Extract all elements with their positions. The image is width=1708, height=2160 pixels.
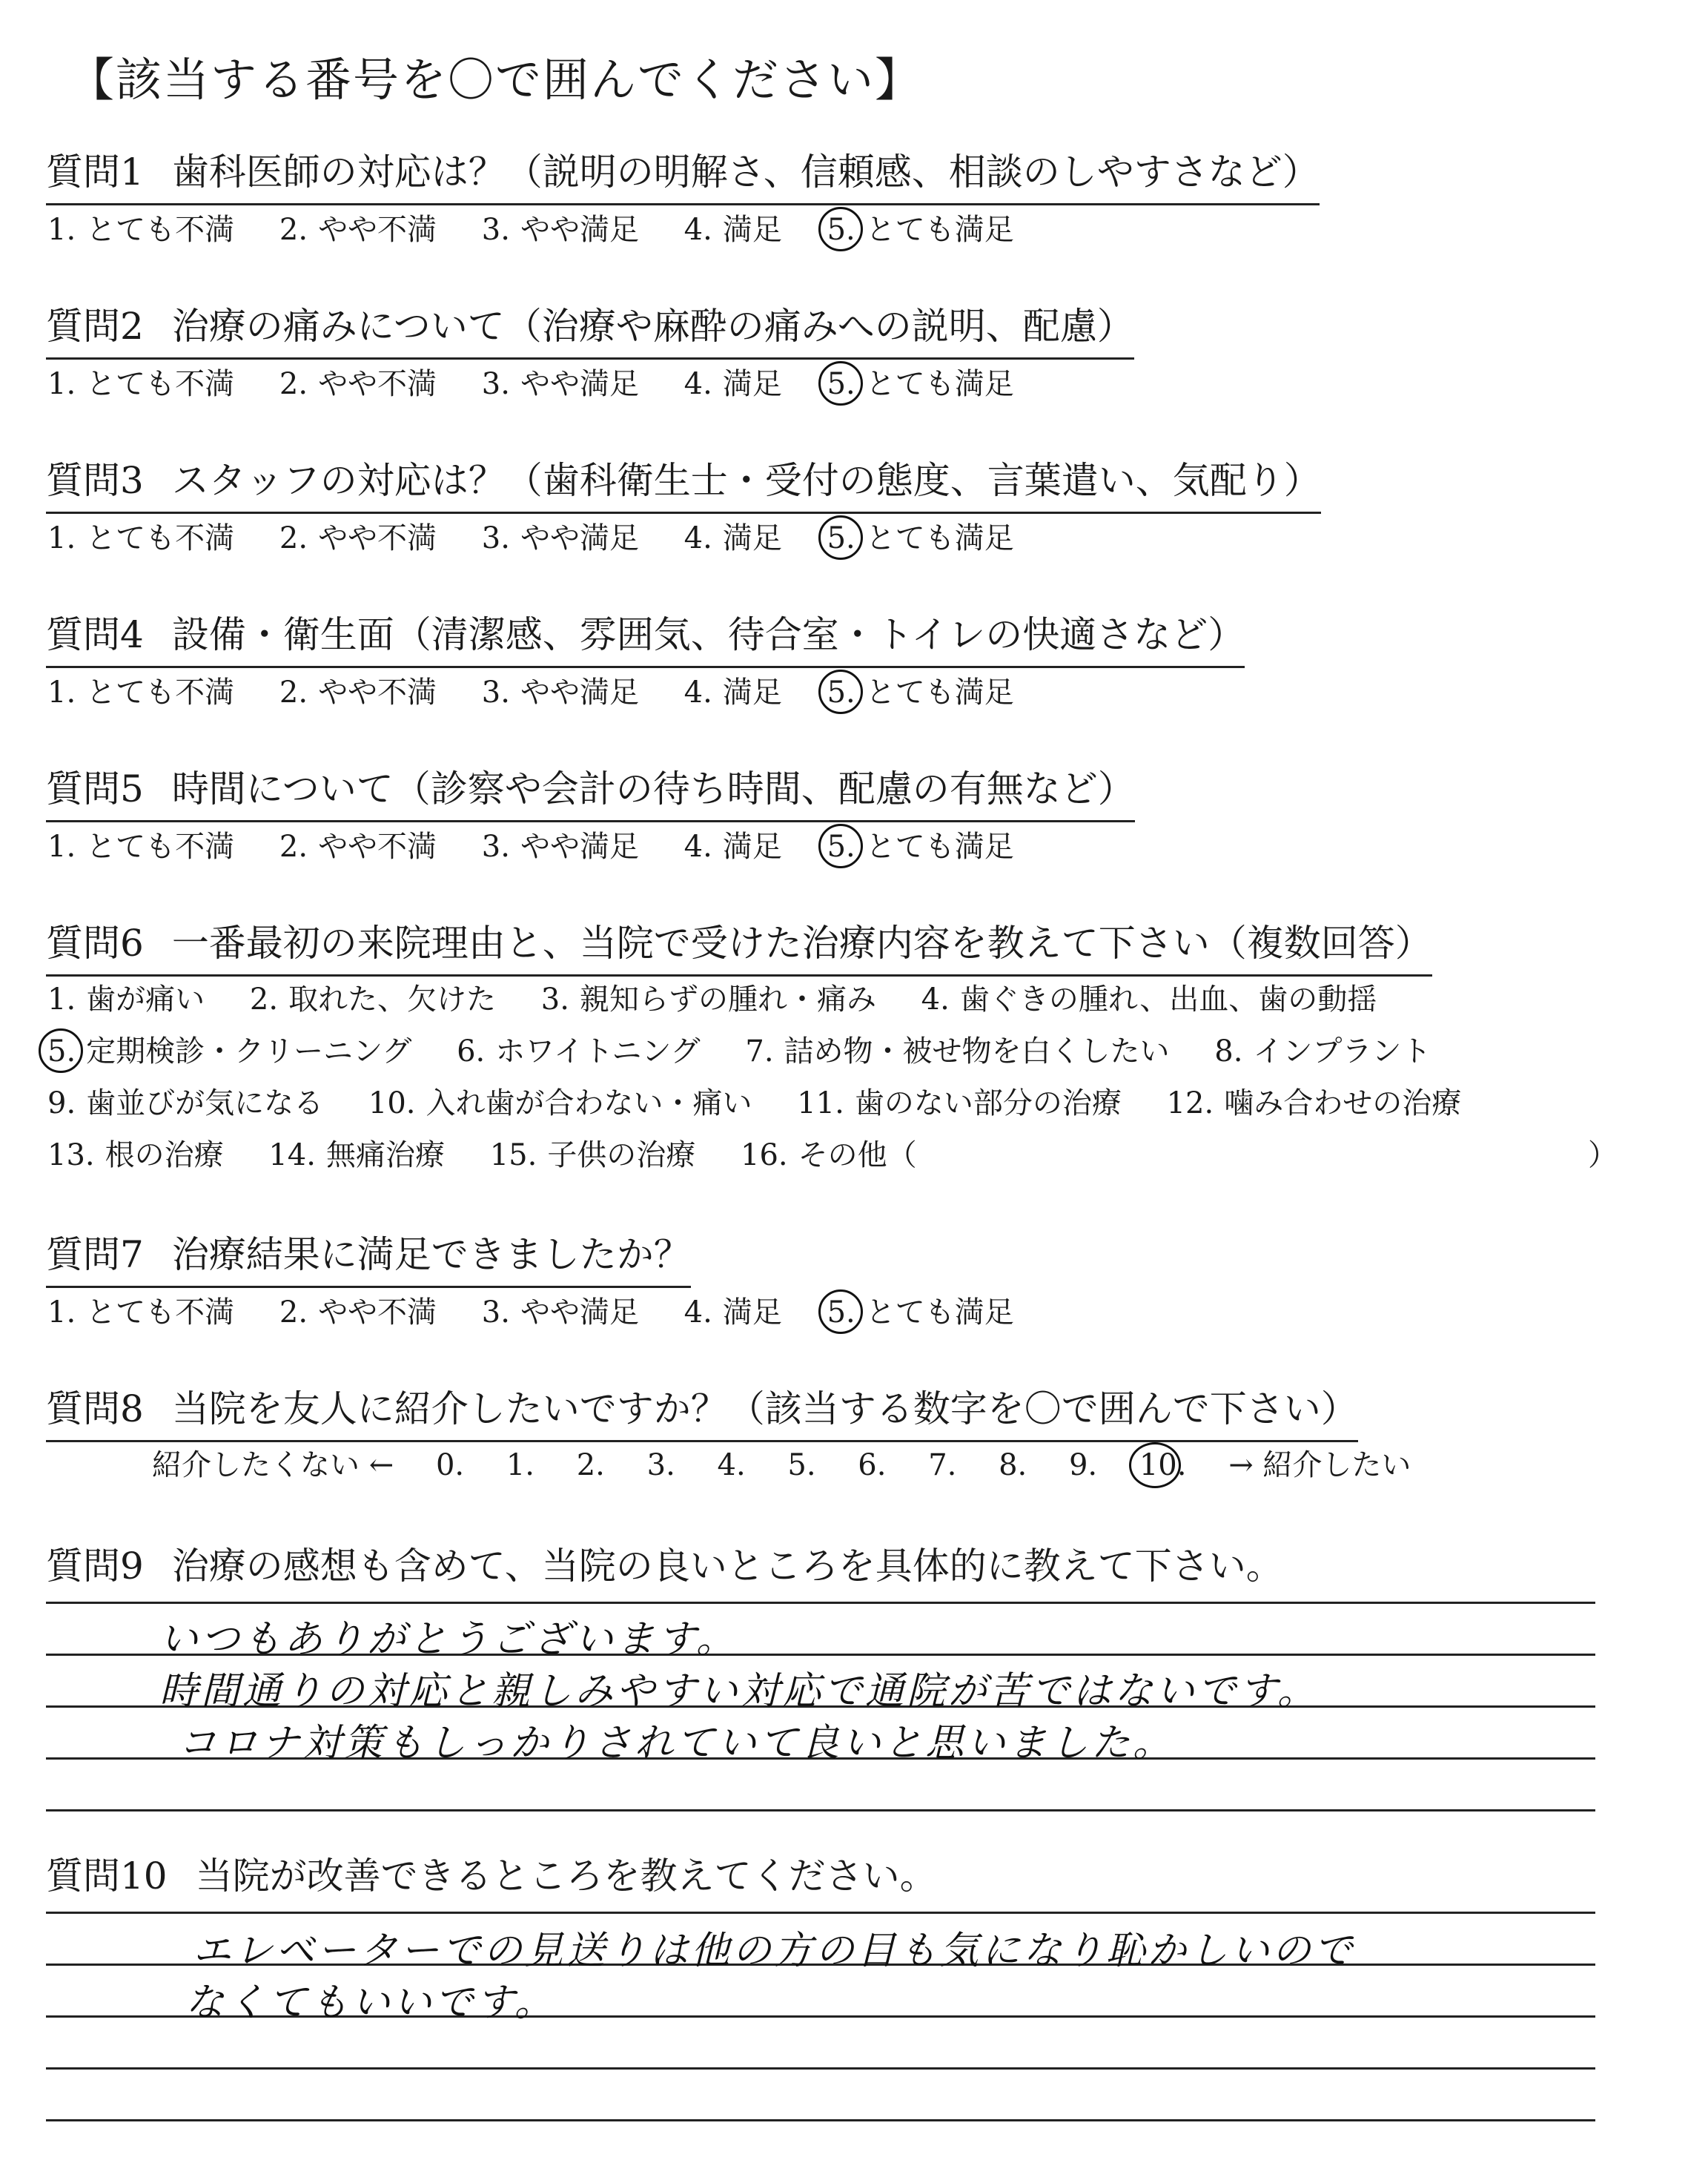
option-number[interactable]: 8. <box>1214 1034 1243 1069</box>
option-label: 入れ歯が合わない・痛い <box>426 1086 752 1120</box>
option-label: 満足 <box>722 521 782 555</box>
question-7-options <box>47 1289 1050 1331</box>
option-label: やや不満 <box>318 1295 437 1330</box>
question-number: 質問9 <box>46 1545 144 1588</box>
option-number[interactable]: 3. <box>481 676 510 710</box>
option-number-circled[interactable]: 5. <box>827 830 855 864</box>
option-number[interactable]: 10. <box>368 1086 416 1120</box>
question-6-options-row-1 <box>47 976 1412 1018</box>
option-label: やや満足 <box>520 521 639 555</box>
answer-line <box>46 2119 1595 2121</box>
option-label: とても不満 <box>86 676 235 710</box>
option-label: 無痛治療 <box>325 1138 445 1172</box>
option-number[interactable]: 1. <box>47 367 76 401</box>
question-3-options <box>47 515 1050 557</box>
question-5-options <box>47 823 1050 865</box>
option-number[interactable]: 1. <box>47 521 76 555</box>
scale-number-circled[interactable]: 10. <box>1139 1448 1187 1482</box>
option-number[interactable]: 2. <box>279 367 308 401</box>
form-instruction-header: 【該当する番号を〇で囲んでください】 <box>68 53 923 107</box>
option-number[interactable]: 2. <box>249 982 279 1017</box>
option-label: やや満足 <box>520 676 639 710</box>
question-text: 治療結果に満足できましたか？ <box>171 1233 691 1276</box>
other-close-paren: ） <box>1588 1138 1618 1172</box>
option-label: とても不満 <box>86 1295 235 1330</box>
option-number[interactable]: 13. <box>47 1138 95 1172</box>
option-label: とても不満 <box>86 213 235 247</box>
scale-number[interactable]: 8. <box>999 1448 1027 1482</box>
option-label: やや不満 <box>318 213 437 247</box>
scale-number[interactable]: 5. <box>787 1448 816 1482</box>
option-number[interactable]: 2. <box>279 521 308 555</box>
question-1-options <box>47 206 1050 248</box>
option-label: 詰め物・被せ物を白くしたい <box>784 1034 1170 1069</box>
option-label: やや満足 <box>520 213 639 247</box>
question-3-title <box>46 451 1321 514</box>
option-label: 子供の治療 <box>547 1138 696 1172</box>
option-number-circled[interactable]: 5. <box>827 1295 855 1330</box>
option-label: 満足 <box>722 213 782 247</box>
option-number[interactable]: 1. <box>47 213 76 247</box>
option-number[interactable]: 2. <box>279 213 308 247</box>
question-number: 質問10 <box>46 1855 168 1898</box>
question-text: 当院が改善できるところを教えてください。 <box>195 1855 937 1898</box>
option-label: やや満足 <box>520 1295 639 1330</box>
option-number-circled[interactable]: 5. <box>827 676 855 710</box>
option-label: 歯のない部分の治療 <box>854 1086 1122 1120</box>
question-1-title <box>46 142 1320 205</box>
option-label: やや不満 <box>318 830 437 864</box>
option-number[interactable]: 3. <box>481 1295 510 1330</box>
option-number[interactable]: 3. <box>540 982 569 1017</box>
option-label: 満足 <box>722 367 782 401</box>
option-label: とても満足 <box>865 521 1014 555</box>
question-2-options <box>47 360 1050 403</box>
option-label: 満足 <box>722 1295 782 1330</box>
option-label: やや満足 <box>520 367 639 401</box>
question-4-title <box>46 605 1245 668</box>
option-number[interactable]: 1. <box>47 982 76 1017</box>
option-number[interactable]: 3. <box>481 213 510 247</box>
option-number[interactable]: 4. <box>683 830 712 864</box>
scale-number[interactable]: 1. <box>506 1448 535 1482</box>
question-7-title <box>46 1225 691 1288</box>
answer-line <box>46 1809 1595 1811</box>
question-number: 質問3 <box>46 459 144 502</box>
question-number: 質問6 <box>46 922 144 965</box>
option-label: やや不満 <box>318 521 437 555</box>
option-label: 噛み合わせの治療 <box>1224 1086 1462 1120</box>
option-number-circled[interactable]: 5. <box>827 213 855 247</box>
question-number: 質問5 <box>46 767 144 810</box>
option-number-circled[interactable]: 5. <box>827 367 855 401</box>
option-label: 定期検診・クリーニング <box>86 1034 412 1069</box>
question-8-title <box>46 1379 1358 1442</box>
scale-left-label: 紹介したくない ← <box>152 1448 394 1482</box>
option-number[interactable]: 4. <box>683 1295 712 1330</box>
question-6-options-row-2 <box>47 1028 1466 1070</box>
option-number[interactable]: 14. <box>268 1138 316 1172</box>
option-number[interactable]: 1. <box>47 1295 76 1330</box>
option-label: 歯並びが気になる <box>86 1086 324 1120</box>
question-text: 歯科医師の対応は？（説明の明解さ、信頼感、相談のしやすさなど） <box>171 151 1320 194</box>
question-9-title <box>46 1536 1283 1597</box>
option-label: 満足 <box>722 676 782 710</box>
scale-number[interactable]: 7. <box>928 1448 957 1482</box>
option-number[interactable]: 12. <box>1166 1086 1214 1120</box>
option-label: やや不満 <box>318 676 437 710</box>
handwritten-answer-line[interactable]: なくてもいいです。 <box>185 1981 556 2025</box>
option-label: インプラント <box>1253 1034 1431 1069</box>
question-text: 治療の痛みについて（治療や麻酔の痛みへの説明、配慮） <box>171 305 1134 348</box>
question-4-options <box>47 669 1050 711</box>
question-number: 質問7 <box>46 1233 144 1276</box>
option-number[interactable]: 1. <box>47 830 76 864</box>
option-number-circled[interactable]: 5. <box>827 521 855 555</box>
option-label: ホワイトニング <box>495 1034 701 1069</box>
question-10-title <box>46 1846 937 1907</box>
scale-number[interactable]: 2. <box>576 1448 605 1482</box>
question-text: 設備・衛生面（清潔感、雰囲気、待合室・トイレの快適さなど） <box>171 613 1245 656</box>
option-number[interactable]: 16. <box>741 1138 788 1172</box>
option-number[interactable]: 4. <box>683 676 712 710</box>
option-number[interactable]: 11. <box>797 1086 844 1120</box>
option-label: とても満足 <box>865 213 1014 247</box>
option-label: 歯ぐきの腫れ、出血、歯の動揺 <box>959 982 1377 1017</box>
handwritten-answer-line[interactable]: 時間通りの対応と親しみやすい対応で通院が苦ではないです。 <box>159 1669 1319 1714</box>
option-number[interactable]: 7. <box>745 1034 774 1069</box>
question-6-options-row-3 <box>47 1080 1497 1122</box>
handwritten-answer-line[interactable]: コロナ対策もしっかりされていて良いと思いました。 <box>178 1721 1175 1766</box>
option-label: 満足 <box>722 830 782 864</box>
question-text: 当院を友人に紹介したいですか？（該当する数字を〇で囲んで下さい） <box>171 1387 1358 1430</box>
option-label: やや不満 <box>318 367 437 401</box>
option-number[interactable]: 6. <box>457 1034 486 1069</box>
option-number[interactable]: 3. <box>481 521 510 555</box>
question-2-title <box>46 297 1134 360</box>
option-label: とても満足 <box>865 367 1014 401</box>
recommend-scale <box>152 1441 1443 1484</box>
option-label: 歯が痛い <box>86 982 205 1017</box>
handwritten-answer-line[interactable]: いつもありがとうございます。 <box>159 1617 738 1662</box>
scale-number[interactable]: 6. <box>858 1448 887 1482</box>
option-label: とても満足 <box>865 1295 1014 1330</box>
question-number: 質問1 <box>46 151 144 194</box>
scale-number[interactable]: 3. <box>646 1448 675 1482</box>
option-number[interactable]: 3. <box>481 830 510 864</box>
answer-line <box>46 1602 1595 1604</box>
question-text: 一番最初の来院理由と、当院で受けた治療内容を教えて下さい（複数回答） <box>171 922 1432 965</box>
question-number: 質問8 <box>46 1387 144 1430</box>
option-number[interactable]: 2. <box>279 830 308 864</box>
other-option-label: その他（ <box>798 1138 917 1172</box>
answer-line <box>46 2067 1595 2070</box>
option-number[interactable]: 4. <box>683 213 712 247</box>
scale-number[interactable]: 4. <box>717 1448 746 1482</box>
handwritten-answer-line[interactable]: エレベーターでの見送りは他の方の目も気になり恥かしいので <box>193 1929 1356 1973</box>
option-label: とても不満 <box>86 830 235 864</box>
option-number-circled[interactable]: 5. <box>47 1034 76 1069</box>
option-label: とても不満 <box>86 367 235 401</box>
option-number[interactable]: 4. <box>683 521 712 555</box>
question-text: 時間について（診察や会計の待ち時間、配慮の有無など） <box>171 767 1135 810</box>
option-label: やや満足 <box>520 830 639 864</box>
option-number[interactable]: 2. <box>279 1295 308 1330</box>
question-5-title <box>46 759 1135 822</box>
option-label: とても満足 <box>865 830 1014 864</box>
question-number: 質問2 <box>46 305 144 348</box>
scale-number[interactable]: 9. <box>1068 1448 1098 1482</box>
option-number[interactable]: 9. <box>47 1086 76 1120</box>
option-number[interactable]: 3. <box>481 367 510 401</box>
option-label: 取れた、欠けた <box>288 982 497 1017</box>
option-number[interactable]: 2. <box>279 676 308 710</box>
option-number[interactable]: 15. <box>489 1138 537 1172</box>
question-number: 質問4 <box>46 613 144 656</box>
scale-number[interactable]: 0. <box>435 1448 465 1482</box>
option-number[interactable]: 4. <box>683 367 712 401</box>
option-label: 根の治療 <box>105 1138 224 1172</box>
option-number[interactable]: 1. <box>47 676 76 710</box>
option-label: とても満足 <box>865 676 1014 710</box>
option-label: 親知らずの腫れ・痛み <box>579 982 876 1017</box>
answer-line <box>46 1912 1595 1914</box>
option-label: とても不満 <box>86 521 235 555</box>
question-text: スタッフの対応は？（歯科衛生士・受付の態度、言葉遣い、気配り） <box>171 459 1321 502</box>
scale-right-label: → 紹介したい <box>1228 1448 1411 1482</box>
question-text: 治療の感想も含めて、当院の良いところを具体的に教えて下さい。 <box>171 1545 1283 1588</box>
question-6-options-row-4 <box>47 1132 953 1174</box>
option-number[interactable]: 4. <box>921 982 950 1017</box>
question-6-title <box>46 914 1432 977</box>
